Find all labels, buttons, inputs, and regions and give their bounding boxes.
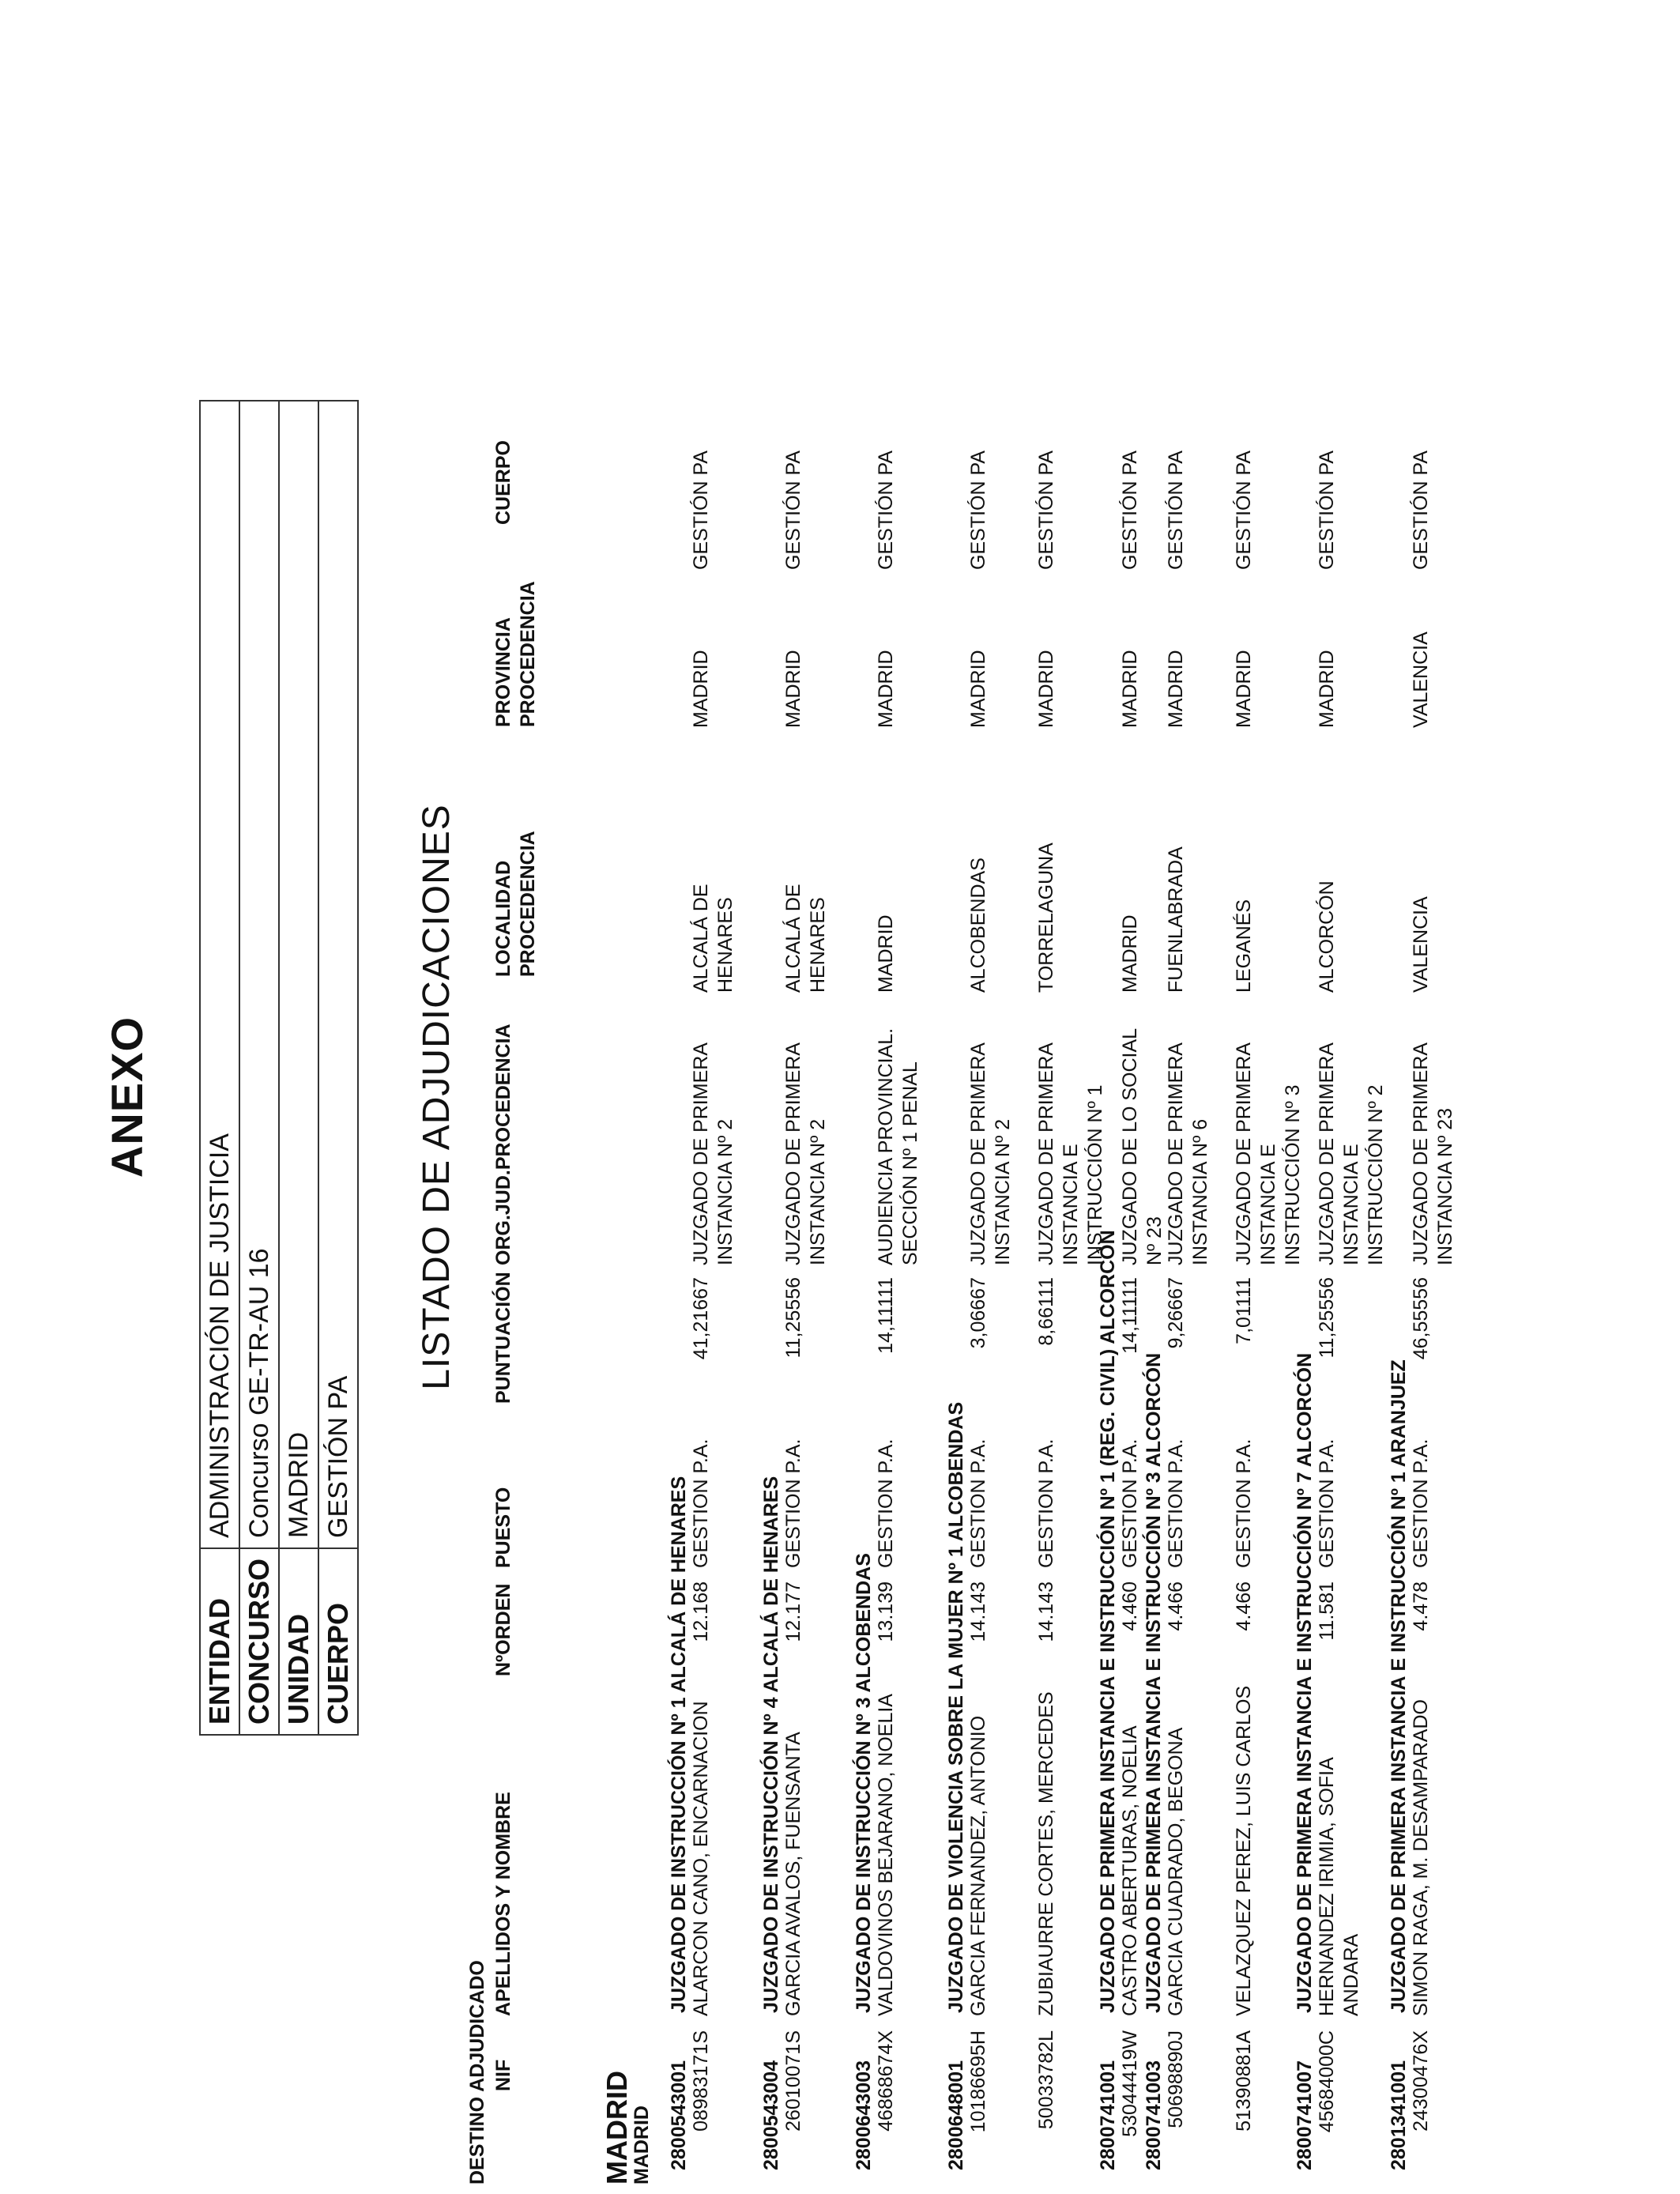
info-row: [279, 401, 318, 1735]
score-cell: 46,55556: [1410, 1277, 1432, 1360]
score-cell: 14,11111: [1119, 1277, 1141, 1354]
listing-subtitle: LISTADO DE ADJUDICACIONES: [416, 804, 458, 1390]
name-cell: ALARCON CANO, ENCARNACION: [690, 1701, 712, 2016]
court-name: JUZGADO DE VIOLENCIA SOBRE LA MUJER Nº 1 ALCOBENDAS: [945, 1401, 967, 2013]
position-cell: GESTION P.A.: [782, 1438, 804, 1568]
col-header-provincia-procedencia: PROVINCIA PROCEDENCIA: [492, 581, 539, 727]
col-header-org-procedencia: ORG.JUD.PROCEDENCIA: [492, 1023, 514, 1265]
nif-cell: 24300476X: [1410, 2030, 1432, 2132]
court-name: JUZGADO DE PRIMERA INSTANCIA E INSTRUCCIÓN Nº 3 ALCORCÓN: [1143, 1352, 1165, 2013]
info-key: ENTIDAD: [200, 1548, 239, 1735]
origin-province-cell: MADRID: [1035, 650, 1057, 728]
nif-cell: 08983171S: [690, 2030, 712, 2132]
origin-locality-cell: MADRID: [1119, 914, 1141, 993]
info-value: Concurso GE-TR-AU 16: [239, 401, 279, 1548]
locality-heading: MADRID: [631, 2105, 653, 2185]
origin-locality-cell: LEGANÉS: [1233, 899, 1255, 993]
corps-cell: GESTIÓN PA: [1233, 450, 1255, 570]
col-header-puesto: PUESTO: [492, 1487, 514, 1568]
origin-court-cell: JUZGADO DE PRIMERA INSTANCIA Nº 2: [690, 1042, 736, 1265]
court-group-header: [668, 1476, 691, 2170]
origin-province-cell: MADRID: [875, 650, 897, 728]
order-number-cell: 4.466: [1165, 1581, 1187, 1631]
order-number-cell: 12.177: [782, 1581, 804, 1642]
corps-cell: GESTIÓN PA: [782, 450, 804, 570]
position-cell: GESTION P.A.: [1035, 1438, 1057, 1568]
name-cell: SIMON RAGA, M. DESAMPARADO: [1410, 1699, 1432, 2016]
col-header-orden: NºORDEN: [492, 1583, 514, 1676]
name-cell: ZUBIAURRE CORTES, MERCEDES: [1035, 1691, 1057, 2016]
name-cell: HERNANDEZ IRIMIA, SOFIA ANDARA: [1316, 1758, 1362, 2016]
info-table: [199, 400, 359, 1736]
score-cell: 3,06667: [967, 1277, 989, 1349]
col-header-localidad-procedencia: LOCALIDAD PROCEDENCIA: [492, 831, 539, 977]
origin-province-cell: MADRID: [1316, 650, 1338, 728]
order-number-cell: 4.466: [1233, 1581, 1255, 1631]
name-cell: GARCIA CUADRADO, BEGONA: [1165, 1727, 1187, 2016]
corps-cell: GESTIÓN PA: [690, 450, 712, 570]
court-group-header: [945, 1402, 968, 2170]
court-code: 2800741003: [1143, 2060, 1165, 2170]
nif-cell: 50033782L: [1035, 2030, 1057, 2130]
origin-court-cell: JUZGADO DE PRIMERA INSTANCIA Nº 2: [967, 1042, 1014, 1265]
position-cell: GESTION P.A.: [1316, 1438, 1338, 1568]
court-code: 2800543004: [760, 2060, 782, 2170]
origin-court-cell: JUZGADO DE PRIMERA INSTANCIA E INSTRUCCIÓN Nº 3: [1233, 1042, 1304, 1265]
court-name: JUZGADO DE INSTRUCCIÓN Nº 3 ALCOBENDAS: [853, 1553, 875, 2013]
origin-province-cell: MADRID: [1165, 650, 1187, 728]
order-number-cell: 13.139: [875, 1581, 897, 1642]
info-row: [239, 401, 279, 1735]
origin-court-cell: JUZGADO DE PRIMERA INSTANCIA Nº 23: [1410, 1042, 1456, 1265]
score-cell: 11,25556: [782, 1277, 804, 1359]
name-cell: VALDOVINOS BEJARANO, NOELIA: [875, 1694, 897, 2016]
destino-header: DESTINO ADJUDICADO: [466, 1960, 488, 2185]
nif-cell: 45684000C: [1316, 2030, 1338, 2133]
nif-cell: 53044419W: [1119, 2030, 1141, 2137]
name-cell: VELAZQUEZ PEREZ, LUIS CARLOS: [1233, 1685, 1255, 2016]
score-cell: 41,21667: [690, 1277, 712, 1360]
position-cell: GESTION P.A.: [1165, 1438, 1187, 1568]
corps-cell: GESTIÓN PA: [967, 450, 989, 570]
info-value: ADMINISTRACIÓN DE JUSTICIA: [200, 401, 239, 1548]
order-number-cell: 14.143: [967, 1581, 989, 1642]
order-number-cell: 4.460: [1119, 1581, 1141, 1631]
info-key: UNIDAD: [279, 1548, 318, 1735]
origin-court-cell: JUZGADO DE PRIMERA INSTANCIA Nº 6: [1165, 1042, 1211, 1265]
info-value: GESTIÓN PA: [318, 401, 358, 1548]
origin-locality-cell: ALCALÁ DE HENARES: [782, 884, 829, 993]
nif-cell: 46868674X: [875, 2030, 897, 2132]
info-row: [200, 401, 239, 1735]
court-group-header: [760, 1476, 783, 2170]
origin-locality-cell: ALCOBENDAS: [967, 858, 989, 993]
origin-locality-cell: FUENLABRADA: [1165, 846, 1187, 993]
origin-province-cell: MADRID: [690, 650, 712, 728]
info-row: [318, 401, 358, 1735]
name-cell: GARCIA AVALOS, FUENSANTA: [782, 1732, 804, 2016]
order-number-cell: 14.143: [1035, 1581, 1057, 1642]
origin-court-cell: JUZGADO DE PRIMERA INSTANCIA Nº 2: [782, 1042, 829, 1265]
annex-title: ANEXO: [102, 1016, 152, 1178]
origin-court-cell: JUZGADO DE PRIMERA INSTANCIA E INSTRUCCIÓN Nº 2: [1316, 1042, 1387, 1265]
origin-court-cell: JUZGADO DE LO SOCIAL Nº 23: [1119, 1028, 1166, 1265]
position-cell: GESTION P.A.: [1410, 1438, 1432, 1568]
court-code: 2800741007: [1294, 2060, 1316, 2170]
court-name: JUZGADO DE PRIMERA INSTANCIA E INSTRUCCIÓN Nº 7 ALCORCÓN: [1294, 1352, 1316, 2013]
score-cell: 9,26667: [1165, 1277, 1187, 1349]
nif-cell: 50698890J: [1165, 2030, 1187, 2128]
corps-cell: GESTIÓN PA: [1316, 450, 1338, 570]
corps-cell: GESTIÓN PA: [1035, 450, 1057, 570]
nif-cell: 26010071S: [782, 2030, 804, 2132]
position-cell: GESTION P.A.: [690, 1438, 712, 1568]
col-header-puntuacion: PUNTUACIÓN: [492, 1272, 514, 1404]
court-code: 2800543001: [668, 2060, 690, 2170]
score-cell: 11,25556: [1316, 1277, 1338, 1359]
position-cell: GESTION P.A.: [1233, 1438, 1255, 1568]
province-heading: MADRID: [601, 2071, 633, 2185]
court-code: 2800648001: [945, 2060, 967, 2170]
origin-locality-cell: ALCALÁ DE HENARES: [690, 884, 736, 993]
position-cell: GESTION P.A.: [967, 1438, 989, 1568]
name-cell: GARCIA FERNANDEZ, ANTONIO: [967, 1715, 989, 2016]
court-code: 2800741001: [1097, 2060, 1119, 2170]
col-header-nif: NIF: [492, 2059, 514, 2091]
position-cell: GESTION P.A.: [1119, 1438, 1141, 1568]
court-name: JUZGADO DE PRIMERA INSTANCIA E INSTRUCCIÓN Nº 1 ARANJUEZ: [1388, 1359, 1410, 2013]
court-group-header: [1143, 1353, 1166, 2170]
origin-province-cell: MADRID: [782, 650, 804, 728]
score-cell: 14,11111: [875, 1277, 897, 1354]
name-cell: CASTRO ABERTURAS, NOELIA: [1119, 1725, 1141, 2016]
corps-cell: GESTIÓN PA: [1119, 450, 1141, 570]
origin-court-cell: JUZGADO DE PRIMERA INSTANCIA E INSTRUCCIÓN Nº 1: [1035, 1042, 1106, 1265]
score-cell: 7,01111: [1233, 1277, 1255, 1344]
origin-locality-cell: ALCORCÓN: [1316, 880, 1338, 993]
court-name: JUZGADO DE INSTRUCCIÓN Nº 1 ALCALÁ DE HENARES: [668, 1476, 690, 2013]
order-number-cell: 4.478: [1410, 1581, 1432, 1631]
order-number-cell: 12.168: [690, 1581, 712, 1642]
score-cell: 8,66111: [1035, 1277, 1057, 1346]
order-number-cell: 11.581: [1316, 1581, 1338, 1641]
corps-cell: GESTIÓN PA: [1410, 450, 1432, 570]
origin-locality-cell: MADRID: [875, 914, 897, 993]
origin-court-cell: AUDIENCIA PROVINCIAL. SECCIÓN Nº 1 PENAL: [875, 1027, 921, 1265]
origin-province-cell: MADRID: [1119, 650, 1141, 728]
nif-cell: 51390881A: [1233, 2030, 1255, 2132]
info-value: MADRID: [279, 401, 318, 1548]
corps-cell: GESTIÓN PA: [1165, 450, 1187, 570]
court-group-header: [1388, 1359, 1411, 2170]
origin-province-cell: MADRID: [1233, 650, 1255, 728]
col-header-nombre: APELLIDOS Y NOMBRE: [492, 1792, 514, 2016]
court-group-header: [1294, 1353, 1317, 2170]
court-group-header: [1097, 1230, 1120, 2170]
nif-cell: 10186695H: [967, 2030, 989, 2133]
origin-locality-cell: VALENCIA: [1410, 896, 1432, 993]
court-code: 2801341001: [1388, 2060, 1410, 2170]
origin-province-cell: VALENCIA: [1410, 631, 1432, 728]
court-name: JUZGADO DE INSTRUCCIÓN Nº 4 ALCALÁ DE HENARES: [760, 1476, 782, 2013]
court-code: 2800643003: [853, 2060, 875, 2170]
origin-province-cell: MADRID: [967, 650, 989, 728]
info-key: CONCURSO: [239, 1548, 279, 1735]
court-name: JUZGADO DE PRIMERA INSTANCIA E INSTRUCCIÓN Nº 1 (REG. CIVIL) ALCORCÓN: [1097, 1230, 1119, 2013]
origin-locality-cell: TORRELAGUNA: [1035, 843, 1057, 993]
corps-cell: GESTIÓN PA: [875, 450, 897, 570]
info-key: CUERPO: [318, 1548, 358, 1735]
col-header-cuerpo: CUERPO: [492, 440, 514, 525]
court-group-header: [853, 1553, 876, 2170]
position-cell: GESTION P.A.: [875, 1438, 897, 1568]
